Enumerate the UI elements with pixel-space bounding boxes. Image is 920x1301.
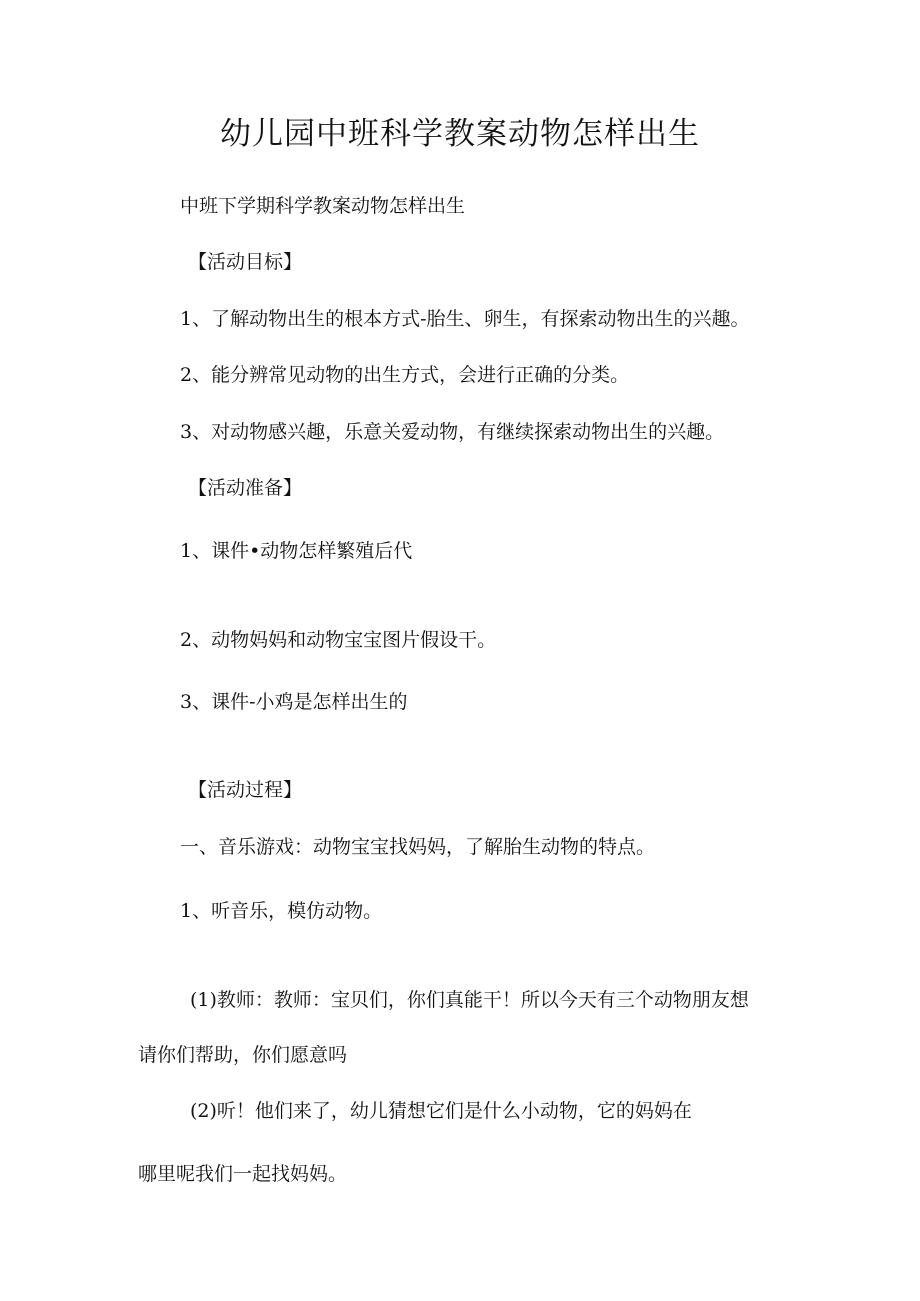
goals-heading: 【活动目标】 bbox=[188, 251, 303, 273]
preparation-heading: 【活动准备】 bbox=[188, 477, 303, 499]
process-section-heading: 一、音乐游戏：动物宝宝找妈妈，了解胎生动物的特点。 bbox=[180, 836, 656, 858]
process-step: 1、听音乐，模仿动物。 bbox=[180, 900, 383, 922]
goal-item: 2、能分辨常见动物的出生方式，会进行正确的分类。 bbox=[180, 364, 630, 386]
preparation-item: 1、课件•动物怎样繁殖后代 bbox=[180, 540, 413, 562]
process-substep-text: 请你们帮助，你们愿意吗 bbox=[138, 1044, 348, 1066]
preparation-item: 2、动物妈妈和动物宝宝图片假设干。 bbox=[180, 629, 497, 651]
document-title: 幼儿园中班科学教案动物怎样出生 bbox=[220, 116, 700, 152]
process-substep-text: (2)听！他们来了，幼儿猜想它们是什么小动物，它的妈妈在 bbox=[190, 1100, 692, 1122]
process-heading: 【活动过程】 bbox=[188, 779, 303, 801]
preparation-item: 3、课件-小鸡是怎样出生的 bbox=[180, 691, 408, 713]
process-substep-text: 哪里呢我们一起找妈妈。 bbox=[138, 1163, 348, 1185]
document-subtitle: 中班下学期科学教案动物怎样出生 bbox=[180, 195, 466, 217]
process-substep-text: (1)教师：教师：宝贝们，你们真能干！所以今天有三个动物朋友想 bbox=[190, 989, 749, 1011]
goal-item: 1、了解动物出生的根本方式-胎生、卵生，有探索动物出生的兴趣。 bbox=[180, 308, 750, 330]
goal-item: 3、对动物感兴趣，乐意关爱动物，有继续探索动物出生的兴趣。 bbox=[180, 421, 725, 443]
